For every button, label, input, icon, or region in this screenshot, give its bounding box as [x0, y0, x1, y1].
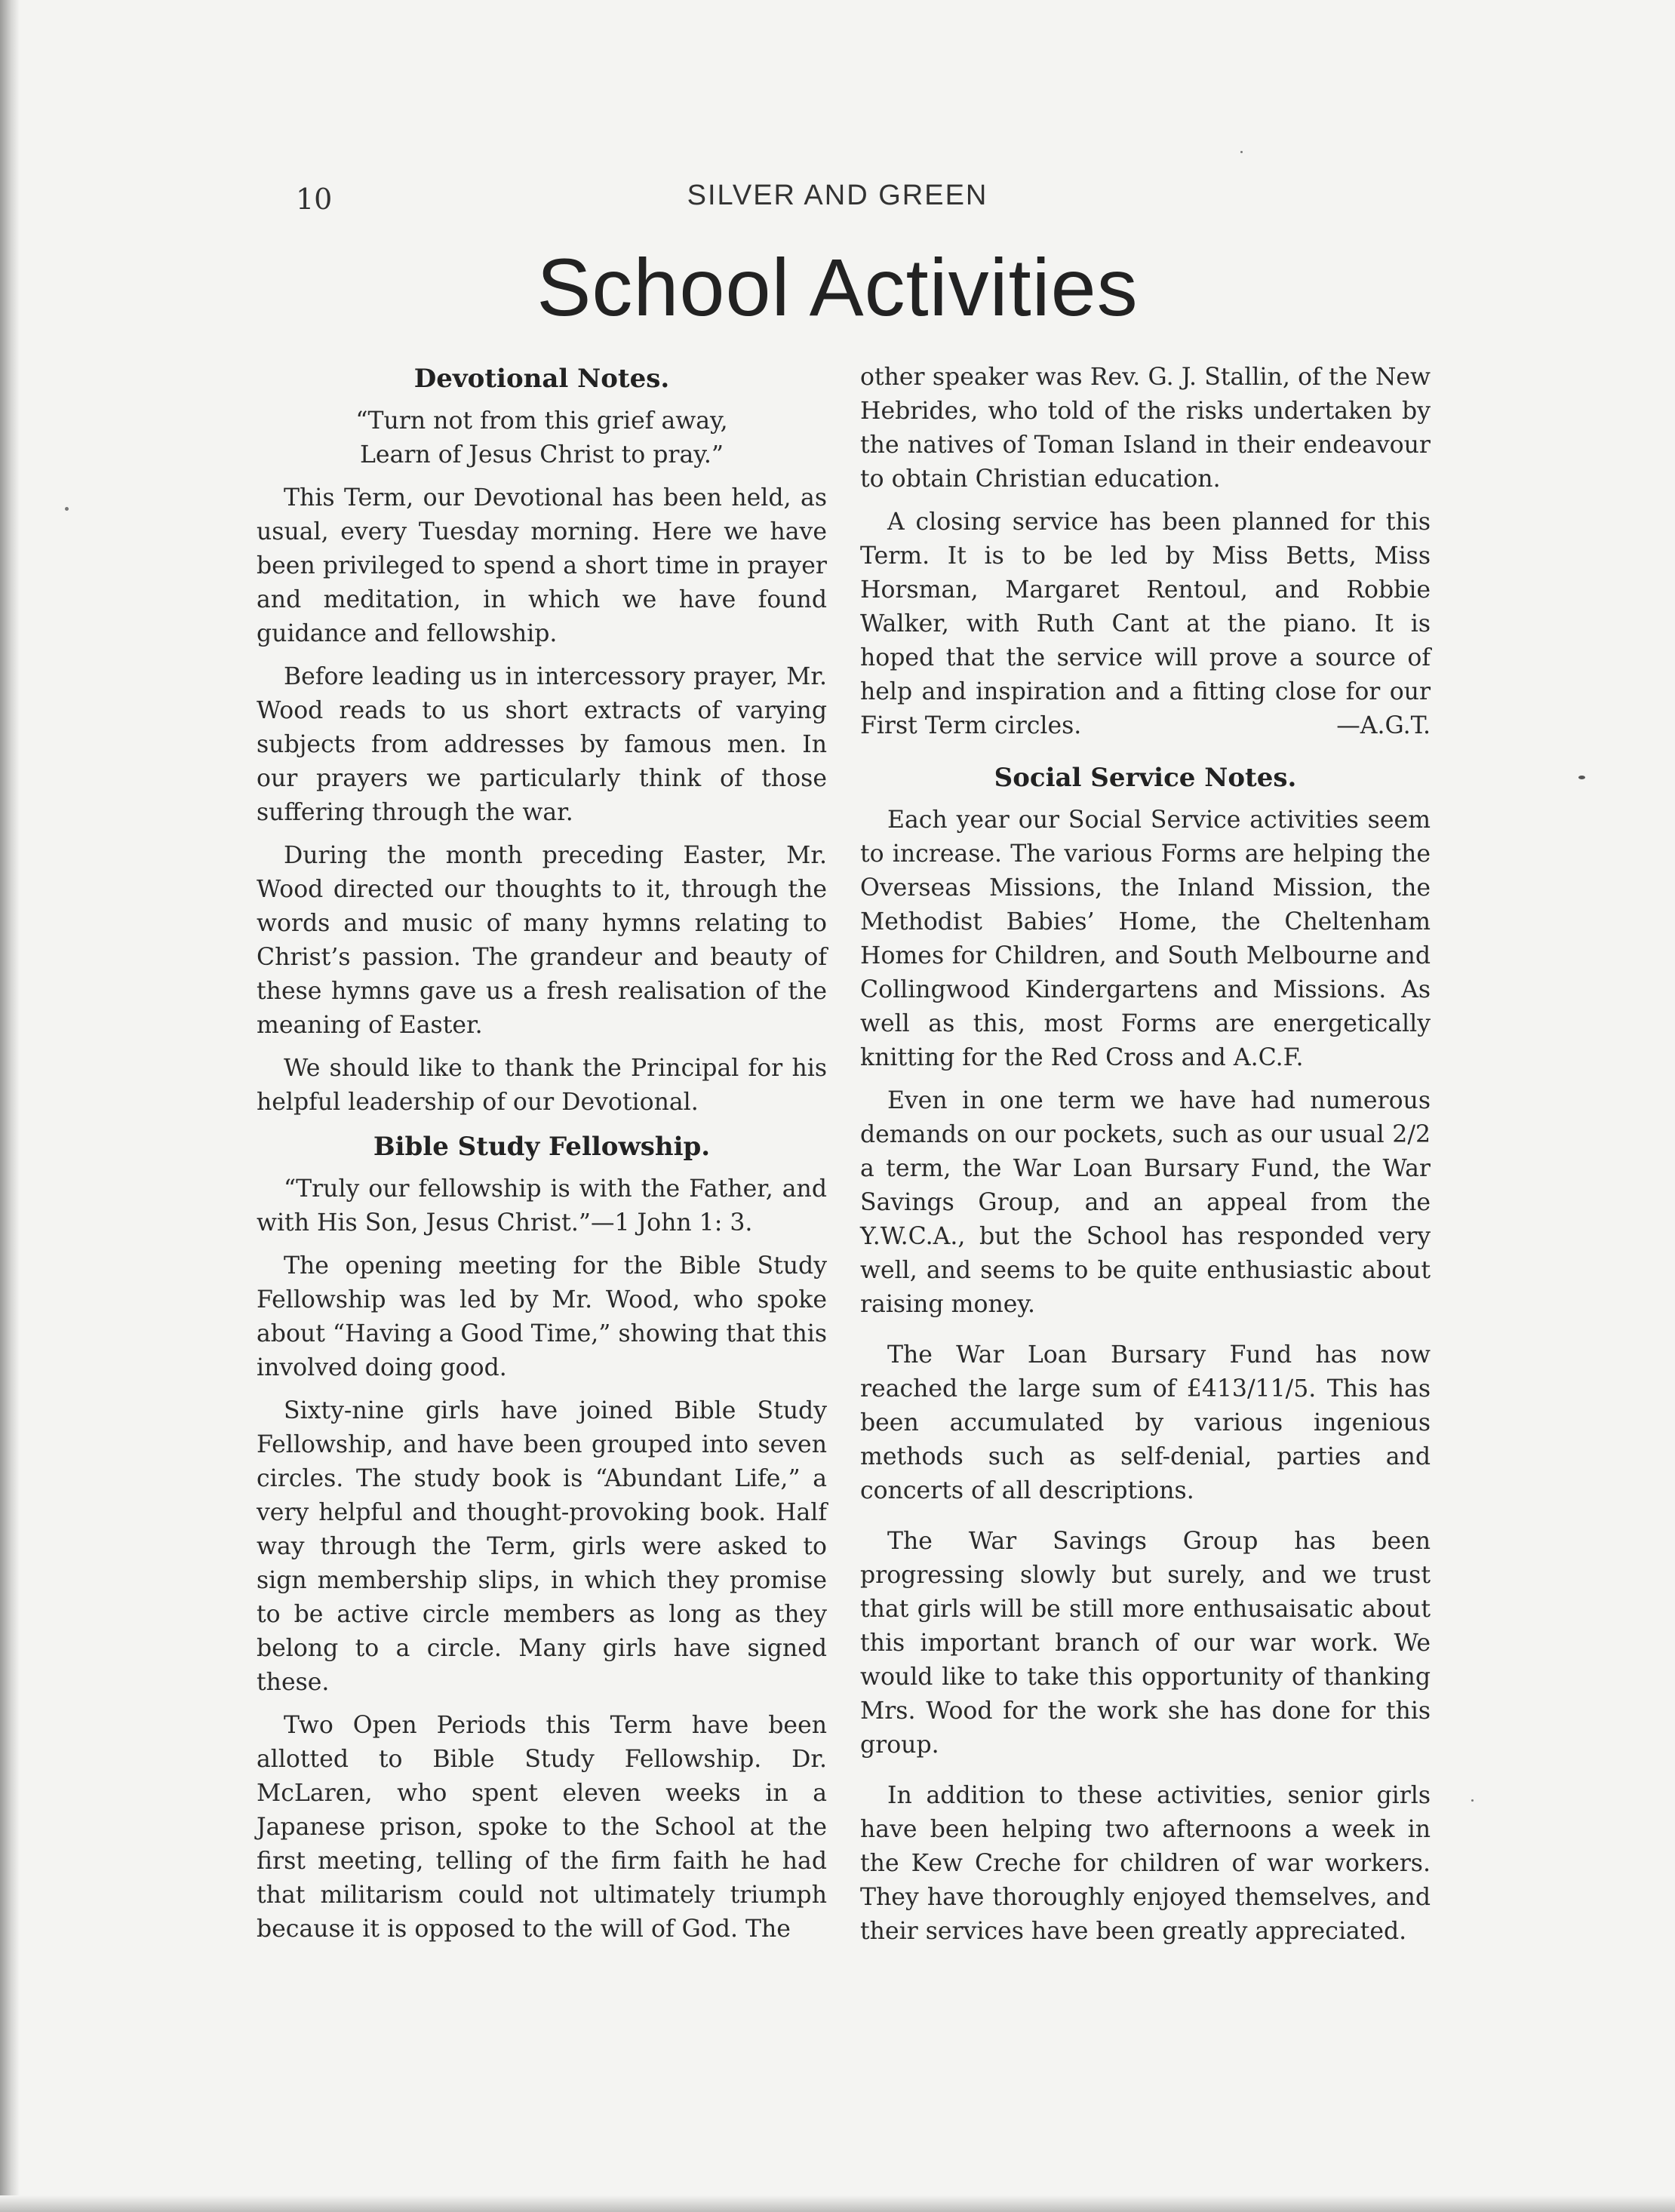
devotional-verse — [257, 404, 827, 472]
devotional-paragraph: During the month preceding Easter, Mr. Wood directed our thoughts to it, through the words and music of many hymns relating to Christ’s passion. The grandeur and beauty of these hymns gave us a fresh realisation of the meaning of Easter. — [257, 842, 827, 1039]
page-number: 10 — [296, 183, 333, 216]
social-service-paragraph: In addition to these activities, senior girls have been helping two afternoons a week in the Kew Creche for children of war workers. They have thoroughly enjoyed themselves, and their services have been greatly appreciated. — [860, 1782, 1431, 1945]
social-service-heading: Social Service Notes. — [994, 763, 1297, 793]
bible-study-continued: other speaker was Rev. G. J. Stallin, of the New Hebrides, who told of the risks undertaken by the natives of Toman Island in their endeavour to obtain Christian education. — [860, 364, 1431, 493]
devotional-paragraph: Before leading us in intercessory prayer, Mr. Wood reads to us short extracts of varying subjects from addresses by famous men. In our prayers we particularly think of those suffering through the war. — [257, 663, 827, 826]
devotional-paragraph: We should like to thank the Principal for his helpful leadership of our Devotional. — [257, 1055, 827, 1116]
paper-speck — [1240, 151, 1243, 153]
bible-study-paragraph: The opening meeting for the Bible Study Fellowship was led by Mr. Wood, who spoke about “Having a Good Time,” showing that this involved doing good. — [257, 1252, 827, 1381]
paper-speck — [1578, 776, 1585, 779]
right-column — [860, 361, 1431, 1958]
social-service-paragraph: The War Loan Bursary Fund has now reached the large sum of £413/11/5. This has been accumulated by various ingenious methods such as self-denial, parties and concerts of all descriptions. — [860, 1341, 1431, 1504]
paper-speck — [1471, 1799, 1474, 1802]
running-header: SILVER AND GREEN — [687, 180, 988, 211]
social-service-paragraph: The War Savings Group has been progressing slowly but surely, and we trust that girls will be still more enthusaisatic about this important branch of our war work. We would like to take this opportunity of thanking Mrs. Wood for the work she has done for this group. — [860, 1528, 1431, 1759]
bible-study-heading: Bible Study Fellowship. — [373, 1132, 711, 1162]
page-title: School Activities — [536, 241, 1139, 333]
bible-study-paragraph: Two Open Periods this Term have been allotted to Bible Study Fellowship. Dr. McLaren, who spent eleven weeks in a Japanese prison, spoke to the School at the first meeting, telling of the firm faith he had that militarism could not ultimately triumph because it is opposed to the will of God. The — [257, 1712, 827, 1943]
devotional-paragraph: This Term, our Devotional has been held, as usual, every Tuesday morning. Here we have been privileged to spend a short time in prayer and meditation, in which we have found guidance and fellowship. — [257, 484, 827, 647]
page-bottom-shadow — [0, 2195, 1675, 2212]
devotional-heading: Devotional Notes. — [413, 364, 670, 394]
bible-study-quote: “Truly our fellowship is with the Father, and with His Son, Jesus Christ.”—1 John 1: 3. — [257, 1175, 827, 1237]
left-column — [257, 355, 827, 1955]
social-service-paragraph: Even in one term we have had numerous demands on our pockets, such as our usual 2/2 a term, the War Loan Bursary Fund, the War Savings Group, and an appeal from the Y.W.C.A., but the School has responded very well, and seems to be quite enthusiastic about raising money. — [860, 1087, 1431, 1318]
bible-study-closing: A closing service has been planned for this Term. It is to be led by Miss Betts, Miss Horsman, Margaret Rentoul, and Robbie Walker, with Ruth Cant at the piano. It is hoped that the service will prove a source of help and inspiration and a fitting close for our First Term circles. — [860, 508, 1431, 739]
verse-line: Learn of Jesus Christ to pray.” — [360, 441, 724, 469]
verse-line: “Turn not from this grief away, — [355, 407, 728, 435]
social-service-paragraph: Each year our Social Service activities seem to increase. The various Forms are helping the Overseas Missions, the Inland Mission, the Methodist Babies’ Home, the Cheltenham Homes for Children, and South Melbourne and Collingwood Kindergartens and Missions. As well as this, most Forms are energetically knitting for the Red Cross and A.C.F. — [860, 806, 1431, 1071]
bible-study-paragraph: Sixty-nine girls have joined Bible Study Fellowship, and have been grouped into seven circles. The study book is “Abundant Life,” a very helpful and thought-provoking book. Half way through the Term, girls were asked to sign membership slips, in which they promise to be active circle members as long as they belong to a circle. Many girls have signed these. — [257, 1397, 827, 1696]
paper-speck — [65, 507, 69, 511]
author-signature: —A.G.T. — [1336, 712, 1431, 739]
